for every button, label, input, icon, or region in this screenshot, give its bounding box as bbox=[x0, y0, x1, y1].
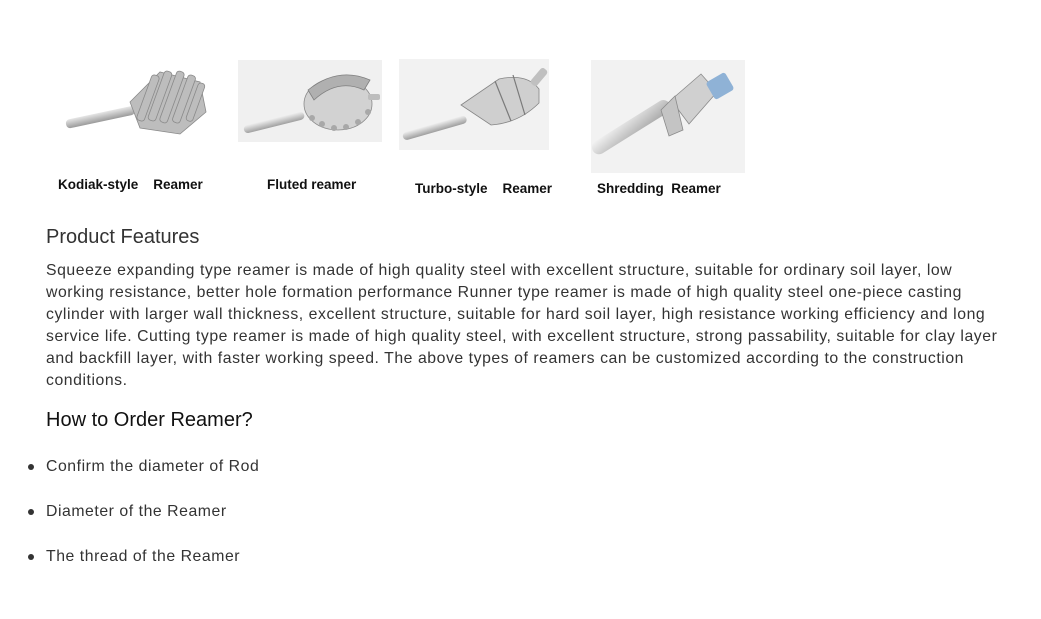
shredding-reamer-image bbox=[591, 60, 745, 173]
bullet-icon bbox=[28, 464, 34, 470]
turbo-reamer-image bbox=[399, 59, 549, 150]
product-features-heading: Product Features bbox=[46, 226, 200, 248]
turbo-reamer-illustration bbox=[399, 59, 549, 150]
how-to-order-heading: How to Order Reamer? bbox=[46, 409, 253, 431]
product-gallery bbox=[0, 0, 1041, 205]
fluted-reamer-image bbox=[238, 60, 382, 142]
shredding-reamer-illustration bbox=[591, 60, 745, 173]
list-item-label: The thread of the Reamer bbox=[46, 548, 241, 565]
bullet-icon bbox=[28, 509, 34, 515]
list-item-label: Confirm the diameter of Rod bbox=[46, 458, 260, 475]
list-item-label: Diameter of the Reamer bbox=[46, 503, 227, 520]
kodiak-reamer-illustration bbox=[60, 62, 210, 148]
kodiak-reamer-caption: Kodiak-style Reamer bbox=[58, 177, 203, 192]
shredding-reamer-caption: Shredding Reamer bbox=[597, 181, 721, 196]
fluted-reamer-illustration bbox=[238, 60, 382, 142]
kodiak-reamer-image bbox=[60, 62, 210, 148]
bullet-icon bbox=[28, 554, 34, 560]
product-features-text: Squeeze expanding type reamer is made of high quality steel with excellent structure, suitable for ordinary soil layer, low working resistance, better hole formation performance Runner type reamer is made of high quality steel one-piece casting cylinder with larger wall thickness, excellent structure, suitable for hard soil layer, high resistance working efficiency and long service life. Cutting type reamer is made of high quality steel, with excellent structure, strong passability, suitable for clay layer and backfill layer, with faster working speed. The above types of reamers can be customized according to the construction conditions. bbox=[46, 262, 998, 389]
turbo-reamer-caption: Turbo-style Reamer bbox=[415, 181, 553, 196]
fluted-reamer-caption: Fluted reamer bbox=[267, 177, 357, 192]
